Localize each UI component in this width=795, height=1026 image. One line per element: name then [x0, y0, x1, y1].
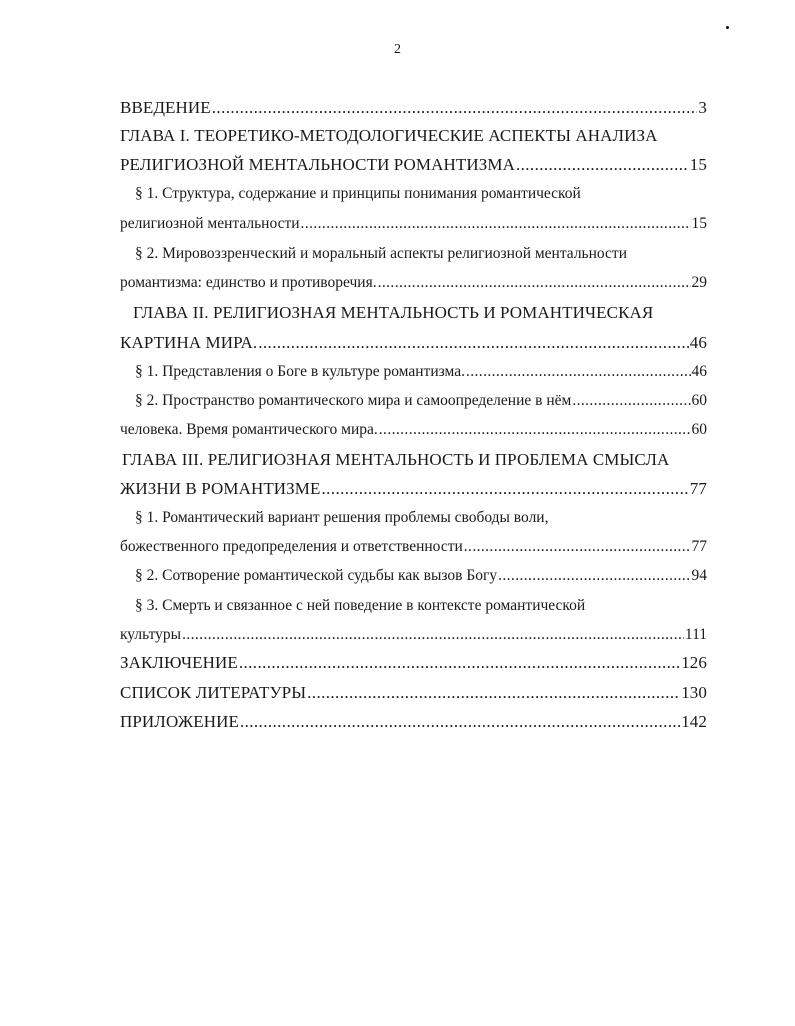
toc-section-3-1-title: § 1. Романтический вариант решения проблемы свободы воли,	[135, 509, 549, 526]
toc-entry-section-3-1[interactable]	[120, 538, 707, 560]
dot-leader	[498, 567, 690, 585]
toc-entry-section-2-2-cont[interactable]	[120, 421, 707, 443]
dot-leader	[301, 215, 691, 233]
toc-entry-appendix[interactable]	[120, 712, 707, 734]
toc-entry-page: 77	[691, 538, 707, 555]
toc-entry-label: § 1. Представления о Боге в культуре романтизма.	[135, 363, 465, 380]
toc-entry-label: божественного предопределения и ответственности	[120, 538, 463, 555]
page-number: 2	[394, 42, 401, 57]
toc-entry-label: § 2. Сотворение романтической судьбы как вызов Богу	[135, 567, 498, 584]
dot-leader	[307, 683, 680, 703]
dot-leader	[239, 653, 680, 673]
toc-entry-label: § 2. Пространство романтического мира и самоопределение в нём	[135, 392, 572, 409]
toc-entry-page: 29	[691, 274, 707, 291]
toc-section-1-1-title: § 1. Структура, содержание и принципы понимания романтической	[135, 185, 581, 202]
toc-entry-conclusion[interactable]	[120, 653, 707, 675]
dot-leader	[212, 98, 698, 118]
toc-entry-page: 130	[681, 683, 707, 702]
toc-entry-page: 77	[689, 479, 707, 498]
toc-entry-page: 126	[681, 653, 707, 672]
dot-leader	[516, 155, 689, 175]
toc-entry-page: 3	[698, 98, 707, 117]
toc-entry-label: культуры	[120, 626, 182, 643]
dot-leader	[572, 392, 690, 410]
toc-chapter-1-title: ГЛАВА I. ТЕОРЕТИКО-МЕТОДОЛОГИЧЕСКИЕ АСПЕКТЫ АНАЛИЗА	[120, 126, 658, 145]
toc-chapter-2-title: ГЛАВА II. РЕЛИГИОЗНАЯ МЕНТАЛЬНОСТЬ И РОМАНТИЧЕСКАЯ	[133, 303, 654, 322]
toc-entry-page: 46	[691, 363, 707, 380]
toc-section-1-2-title: § 2. Мировоззренческий и моральный аспекты религиозной ментальности	[135, 245, 628, 262]
toc-entry-page: 60	[691, 421, 707, 438]
toc-entry-label: ПРИЛОЖЕНИЕ	[120, 712, 239, 731]
toc-entry-label: романтизма: единство и противоречия.	[120, 274, 377, 291]
dot-leader	[466, 363, 691, 381]
toc-entry-label: РЕЛИГИОЗНОЙ МЕНТАЛЬНОСТИ РОМАНТИЗМА	[120, 155, 515, 174]
toc-entry-label: ЗАКЛЮЧЕНИЕ	[120, 653, 238, 672]
toc-entry-label: СПИСОК ЛИТЕРАТУРЫ	[120, 683, 307, 702]
dot-leader	[379, 421, 691, 439]
dot-leader	[378, 274, 691, 292]
toc-entry-section-1-1[interactable]	[120, 215, 707, 237]
dot-leader	[240, 712, 680, 732]
toc-entry-section-2-2[interactable]	[135, 392, 707, 414]
toc-entry-page: 60	[691, 392, 707, 409]
toc-entry-chapter-3[interactable]	[120, 479, 707, 501]
toc-entry-label: человека. Время романтического мира.	[120, 421, 378, 438]
toc-entry-page: 46	[689, 333, 707, 352]
toc-entry-page: 111	[684, 626, 707, 643]
toc-entry-label: религиозной ментальности	[120, 215, 300, 232]
toc-entry-section-3-2[interactable]	[135, 567, 707, 589]
toc-entry-intro[interactable]	[120, 98, 707, 120]
toc-entry-chapter-1[interactable]	[120, 155, 707, 177]
toc-entry-label: ВВЕДЕНИЕ	[120, 98, 211, 117]
toc-entry-section-3-3[interactable]	[120, 626, 707, 648]
toc-entry-page: 15	[691, 215, 707, 232]
dot-leader	[258, 333, 689, 353]
toc-entry-section-1-2[interactable]	[120, 274, 707, 296]
dot-leader	[182, 626, 684, 644]
toc-entry-label: КАРТИНА МИРА.	[120, 333, 258, 352]
toc-entry-page: 15	[689, 155, 707, 174]
toc-entry-chapter-2[interactable]	[120, 333, 707, 355]
toc-entry-page: 94	[691, 567, 707, 584]
toc-entry-page: 142	[681, 712, 707, 731]
toc-entry-section-2-1[interactable]	[135, 363, 707, 385]
toc-entry-references[interactable]	[120, 683, 707, 705]
toc-chapter-3-title: ГЛАВА III. РЕЛИГИОЗНАЯ МЕНТАЛЬНОСТЬ И ПРОБЛЕМА СМЫСЛА	[122, 450, 670, 469]
dot-leader	[322, 479, 689, 499]
dot-leader	[464, 538, 691, 556]
toc-entry-label: ЖИЗНИ В РОМАНТИЗМЕ	[120, 479, 321, 498]
toc-section-3-3-title: § 3. Смерть и связанное с ней поведение в контексте романтической	[135, 597, 586, 614]
